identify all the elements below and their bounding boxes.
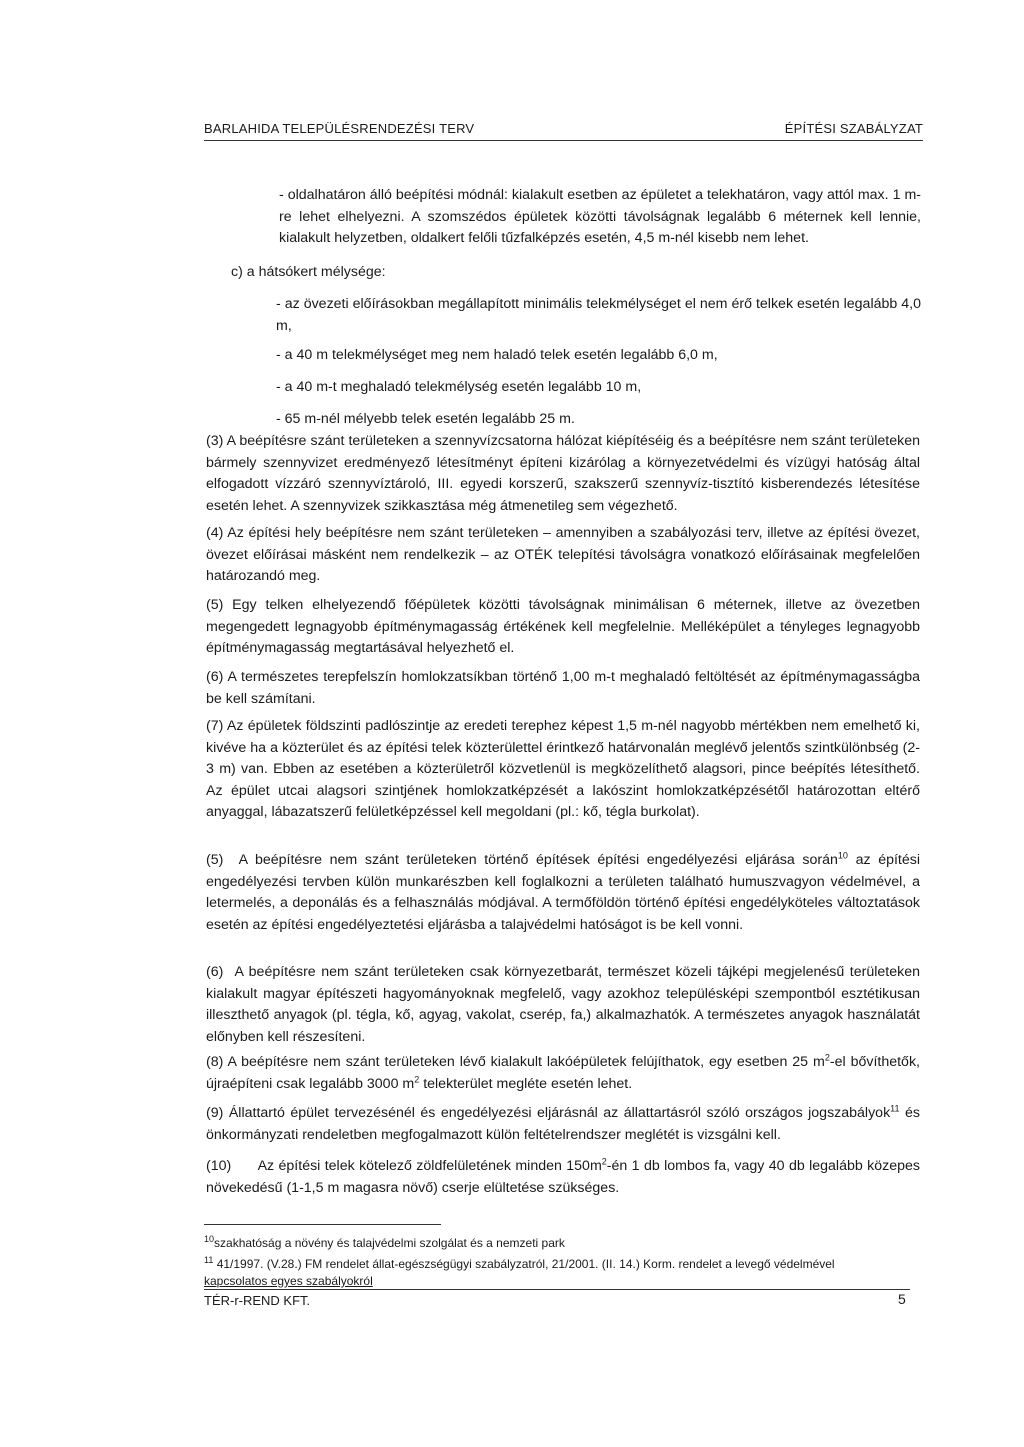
footnote-text: 41/1997. (V.28.) FM rendelet állat-egészségügyi szabályzatról, 21/2001. (II. 14.) Korm. rendelet a levegő védelmével <box>216 1257 835 1271</box>
superscript: 2 <box>414 1073 420 1084</box>
footer-rule <box>204 1289 910 1290</box>
paragraph-text: A beépítésre nem szánt területeken történő építések építési engedélyezési eljárása során <box>238 852 838 868</box>
paragraph-5a <box>206 595 920 660</box>
paragraph-3 <box>206 431 920 517</box>
superscript: 2 <box>601 1156 607 1167</box>
paragraph-number: (3) <box>206 433 224 449</box>
paragraph-6a <box>206 667 920 710</box>
paragraph-number: (10) <box>206 1158 232 1174</box>
paragraph-text: Az épületek földszinti padlószintje az eredeti terephez képest 1,5 m-nél nagyobb mértékben nem emelhető ki, kivéve ha a közterület és az építési telek közterülettel érintkező határvonalán meglévő jelentős szintkülönbség (2-3 m) van. Ebben az esetében a közterületről közvetlenül is megközelíthető alagsori, pince beépítés létesíthető. Az épület utcai alagsori szintjének homlokzatképzését a lakószint homlokzatképzésétől határozottan eltérő anyaggal, lábazatszerű felületképzéssel kell megoldani (pl.: kő, tégla burkolat). <box>206 718 920 820</box>
paragraph-4 <box>206 523 920 588</box>
paragraph-number: (4) <box>206 525 224 541</box>
paragraph-number: (7) <box>206 718 224 734</box>
paragraph-8 <box>206 1052 920 1095</box>
rear-yard-item-2 <box>276 345 921 367</box>
paragraph-text: A természetes terepfelszín homlokzatsíkban történő 1,00 m-t meghaladó feltöltését az építménymagasságba be kell számítani. <box>206 669 920 707</box>
footnote-mark: 10 <box>204 1234 215 1244</box>
footnote-mark: 11 <box>204 1255 214 1265</box>
paragraph-text: Egy telken elhelyezendő főépületek közötti távolságnak minimálisan 6 méternek, illetve az övezetben megengedett legnagyobb építménymagasság értékének kell megfelelnie. Melléképület a tényleges legnagyobb építménymagasság megtartásával helyezhető el. <box>206 597 920 656</box>
paragraph-text: A beépítésre szánt területeken a szennyvízcsatorna hálózat kiépítéséig és a beépítésre nem szánt területeken bármely szennyvizet eredményező létesítményt építeni kizárólag a környezetvédelmi és vízügyi hatóság által elfogadott vízzáró szennyvíztároló, III. egyedi korszerű, szakszerű szennyvíz-tisztító kisberendezés létesítése esetén lehet. A szennyvizek szikkasztása még átmenetileg sem végezhető. <box>206 433 920 514</box>
rear-yard-item-4-text: - 65 m-nél mélyebb telek esetén legalább 25 m. <box>276 411 575 427</box>
paragraph-number: (6) <box>206 964 224 980</box>
paragraph-text: Az építési hely beépítésre nem szánt területeken – amennyiben a szabályozási terv, illetve az építési övezet, övezet előírásai másként nem rendelkezik – az OTÉK telepítési távolságra vonatkozó előírásainak megfelelően határozandó meg. <box>206 525 920 584</box>
paragraph-text: Állattartó épület tervezésénél és engedélyezési eljárásnál az állattartásról szóló országos jogszabályok <box>228 1105 891 1121</box>
footer-company: TÉR-r-REND KFT. <box>204 1293 311 1308</box>
footnote-10 <box>204 1235 565 1251</box>
paragraph-10 <box>206 1156 920 1199</box>
footnote-separator <box>204 1224 441 1225</box>
paragraph-text-cont: telekterület megléte esetén lehet. <box>419 1075 633 1092</box>
paragraph-text: A beépítésre nem szánt területeken lévő kialakult lakóépületek felújíthatok, egy esetben 25 m <box>227 1054 825 1070</box>
side-yard-item <box>279 185 921 250</box>
footnote-11 <box>204 1256 835 1272</box>
paragraph-6b <box>206 962 920 1048</box>
rear-yard-item-2-text: - a 40 m telekmélységet meg nem haladó telek esetén legalább 6,0 m, <box>276 347 718 363</box>
footnote-text: szakhatóság a növény és talajvédelmi szolgálat és a nemzeti park <box>214 1236 565 1250</box>
paragraph-number: (9) <box>206 1105 224 1121</box>
paragraph-number: (6) <box>206 669 224 685</box>
paragraph-number: (8) <box>206 1054 224 1070</box>
paragraph-text-cont: -el bővíthetők, újraépíteni csak legalább 3000 m <box>206 1054 920 1092</box>
paragraph-text-cont: -én 1 db lombos fa, vagy 40 db legalább közepes növekedésű (1-1,5 m magasra növő) cserje elültetése szükséges. <box>206 1158 920 1196</box>
footnote-ref-11[interactable]: 11 <box>890 1103 900 1114</box>
running-header-left: BARLAHIDA TELEPÜLÉSRENDEZÉSI TERV <box>204 121 475 136</box>
rear-yard-label: c) a hátsókert mélysége: <box>231 264 386 280</box>
paragraph-number: (5) <box>206 597 224 613</box>
rear-yard-item-1-text: - az övezeti előírásokban megállapított minimális telekmélységet el nem érő telkek esetén legalább 4,0 m, <box>276 296 921 334</box>
paragraph-9 <box>206 1103 920 1146</box>
paragraph-text-cont: és önkormányzati rendeletben megfogalmazott külön feltételrendszer meglétét is vizsgálni kell. <box>206 1105 920 1143</box>
paragraph-7 <box>206 716 920 824</box>
footnote-11-cont <box>204 1273 373 1289</box>
paragraph-text: Az építési telek kötelező zöldfelületének minden 150m <box>257 1158 602 1174</box>
page-number: 5 <box>898 1291 906 1307</box>
rear-yard-item-3 <box>276 377 921 399</box>
side-yard-text: - oldalhatáron álló beépítési módnál: kialakult esetben az épületet a telekhatáron, vagy attól max. 1 m-re lehet elhelyezni. A szomszédos épületek közötti távolságnak legalább 6 méternek kell lennie, kialakult helyzetben, oldalkert felőli tűzfalképzés esetén, 4,5 m-nél kisebb nem lehet. <box>279 187 921 246</box>
superscript: 2 <box>824 1052 830 1063</box>
paragraph-number: (5) <box>206 852 224 868</box>
footnote-ref-10[interactable]: 10 <box>837 850 848 861</box>
paragraph-text: A beépítésre nem szánt területeken csak környezetbarát, természet közeli tájképi megjelenésű területeken kialakult magyar építészeti hagyományoknak megfelelő, vagy azokhoz településképi szempontból esztétikusan illeszthető anyagok (pl. tégla, kő, agyag, vakolat, cserép, fa,) alkalmazhatók. A természetes anyagok használatát előnyben kell részesíteni. <box>206 964 920 1045</box>
rear-yard-item-1 <box>276 294 921 337</box>
paragraph-text-cont: az építési engedélyezési tervben külön munkarészben kell foglalkozni a területen található humuszvagyon védelmével, a letermelés, a deponálás és a felhasználás módjával. A termőföldön történő építési engedélyköteles változtatások esetén az építési engedélyeztetési eljárásba a talajvédelmi hatóságot is be kell vonni. <box>206 852 920 933</box>
rear-yard-item-3-text: - a 40 m-t meghaladó telekmélység esetén legalább 10 m, <box>276 379 642 395</box>
rear-yard-item-4 <box>276 409 921 431</box>
running-header-right: ÉPÍTÉSI SZABÁLYZAT <box>784 121 923 136</box>
footnote-text-cont: kapcsolatos egyes szabályokról <box>204 1274 373 1288</box>
header-rule <box>204 140 923 141</box>
paragraph-5b <box>206 850 920 936</box>
